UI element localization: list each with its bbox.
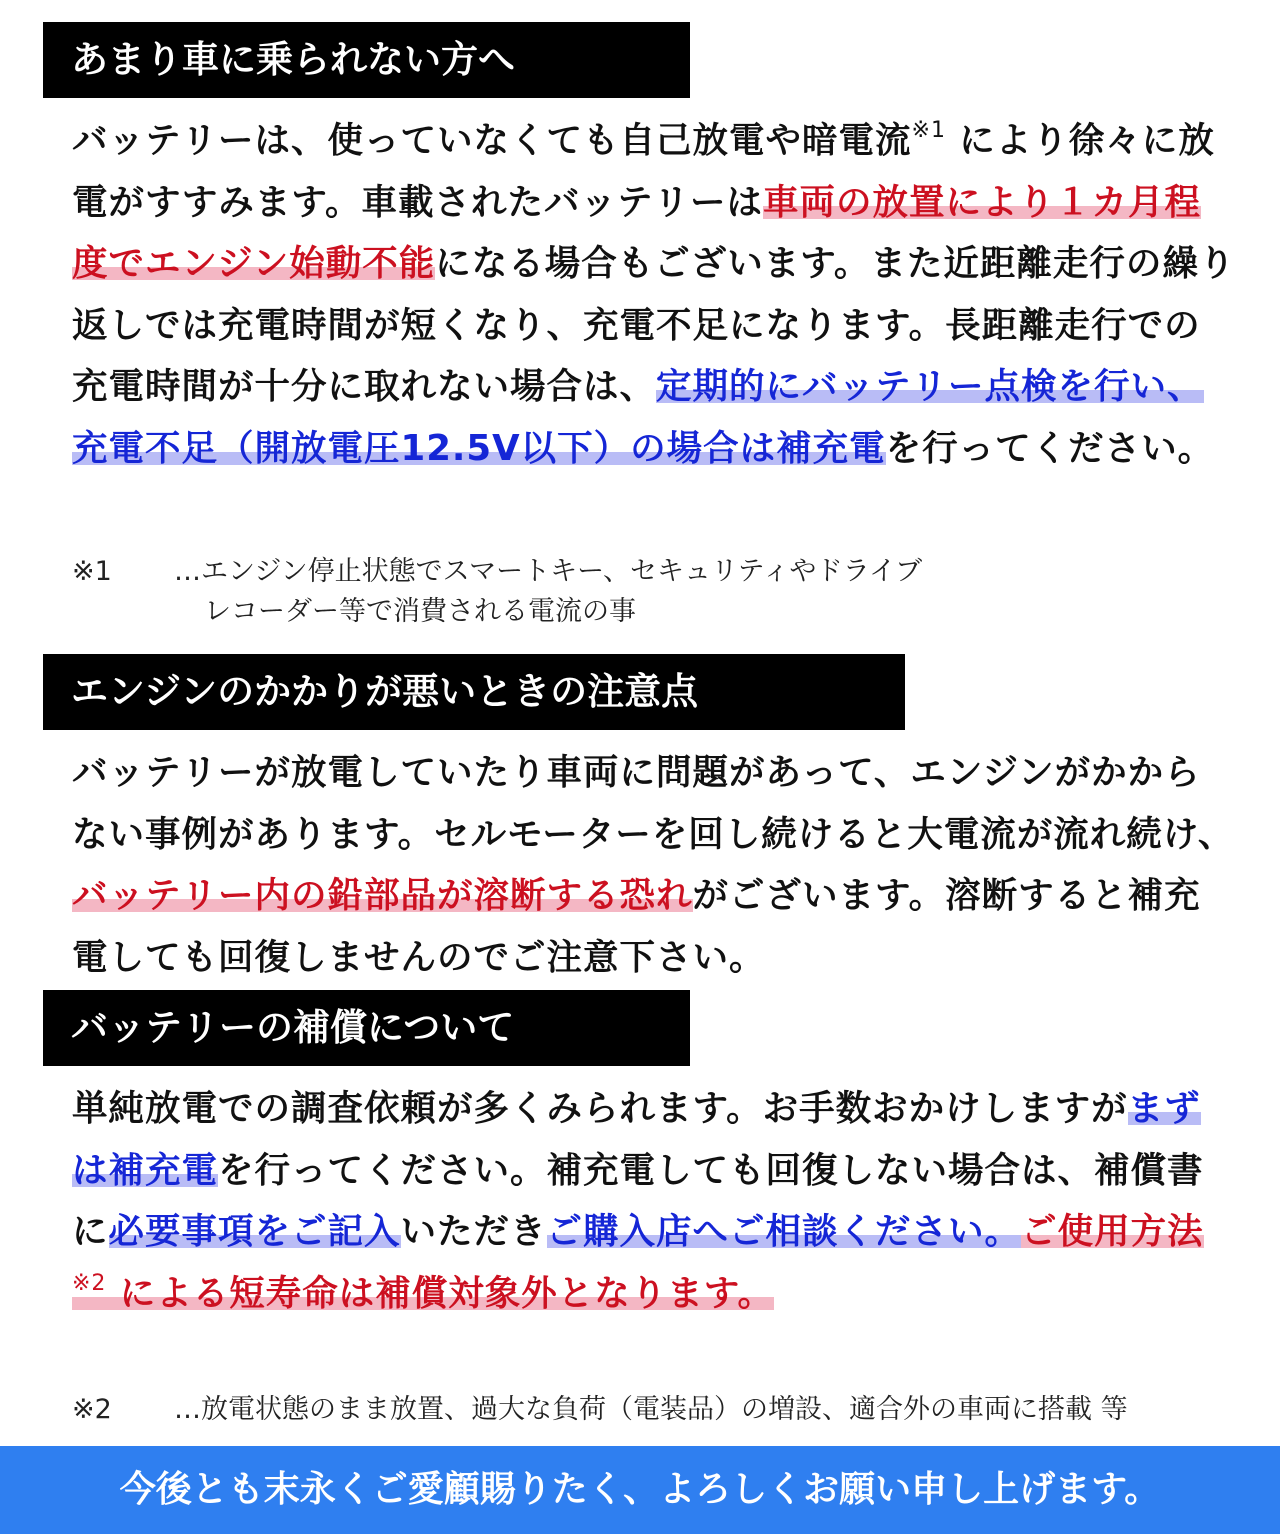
footnote-1 bbox=[72, 552, 1242, 632]
footer-text: 今後とも末永くご愛顧賜りたく、よろしくお願い申し上げます。 bbox=[119, 1469, 1161, 1510]
section1-text-2: により徐々に放電がすすみます。車載されたバッテリーは bbox=[72, 120, 1215, 223]
section1-text-1: バッテリーは、使っていなくても自己放電や暗電流 bbox=[72, 120, 912, 161]
section3-red-text-b: による短寿命は補償対象外となります。 bbox=[106, 1272, 774, 1314]
footnote-2-line1: …放電状態のまま放置、過大な負荷（電装品）の増設、適合外の車両に搭載 等 bbox=[174, 1394, 1128, 1425]
section1-heading: あまり車に乗られない方へ bbox=[43, 22, 690, 98]
footer-banner bbox=[0, 1446, 1280, 1534]
section1-blue-highlight: 定期的にバッテリー点検を行い、充電不足（開放電圧12.5V以下）の場合は補充電 bbox=[72, 366, 1204, 469]
footnote-ref-2: ※2 bbox=[72, 1270, 107, 1296]
section3-text-1: 単純放電での調査依頼が多くみられます。お手数おかけしますが bbox=[72, 1088, 1128, 1129]
footnote-1-mark: ※1 bbox=[72, 556, 112, 587]
section3-red-text-a: ご使用方法 bbox=[1021, 1211, 1204, 1253]
footnote-ref-1: ※1 bbox=[911, 118, 946, 144]
section3-text-3: いただき bbox=[400, 1211, 547, 1253]
section1-red-highlight: 車両の放置により１カ月程度でエンジン始動不能 bbox=[72, 181, 1202, 285]
footnote-2-mark: ※2 bbox=[72, 1394, 112, 1425]
section2-paragraph bbox=[72, 742, 1236, 988]
section3-heading: バッテリーの補償について bbox=[43, 990, 690, 1066]
section3-text-2: を行ってください。補充電しても回復しない場合は、補償書に bbox=[72, 1149, 1204, 1253]
section1-text-3: になる場合もございます。また近距離走行の繰り返しでは充電時間が短くなり、充電不足になります。長距離走行での充電時間が十分に取れない場合は、 bbox=[72, 243, 1236, 408]
section1-paragraph bbox=[72, 110, 1236, 480]
footnote-1-line1: …エンジン停止状態でスマートキー、セキュリティやドライブ bbox=[174, 556, 923, 587]
section3-blue-highlight-1: まずは補充電 bbox=[72, 1088, 1201, 1191]
footnote-1-line2: レコーダー等で消費される電流の事 bbox=[204, 596, 636, 627]
section3-blue-highlight-2: 必要事項をご記入 bbox=[108, 1211, 401, 1253]
section2-text-1: バッテリーが放電していたり車両に問題があって、エンジンがかからない事例があります。セルモーターを回し続けると大電流が流れ続け、 bbox=[72, 752, 1235, 855]
section2-red-highlight: バッテリー内の鉛部品が溶断する恐れ bbox=[72, 875, 693, 917]
section1-text-4: を行ってください。 bbox=[885, 427, 1215, 469]
section3-blue-highlight-3: ご購入店へご相談ください。 bbox=[546, 1211, 1022, 1253]
section2-text-2: がございます。溶断すると補充電しても回復しませんのでご注意下さい。 bbox=[72, 875, 1201, 978]
section3-paragraph bbox=[72, 1078, 1236, 1324]
section2-heading: エンジンのかかりが悪いときの注意点 bbox=[43, 654, 905, 730]
footnote-2 bbox=[72, 1390, 1242, 1430]
